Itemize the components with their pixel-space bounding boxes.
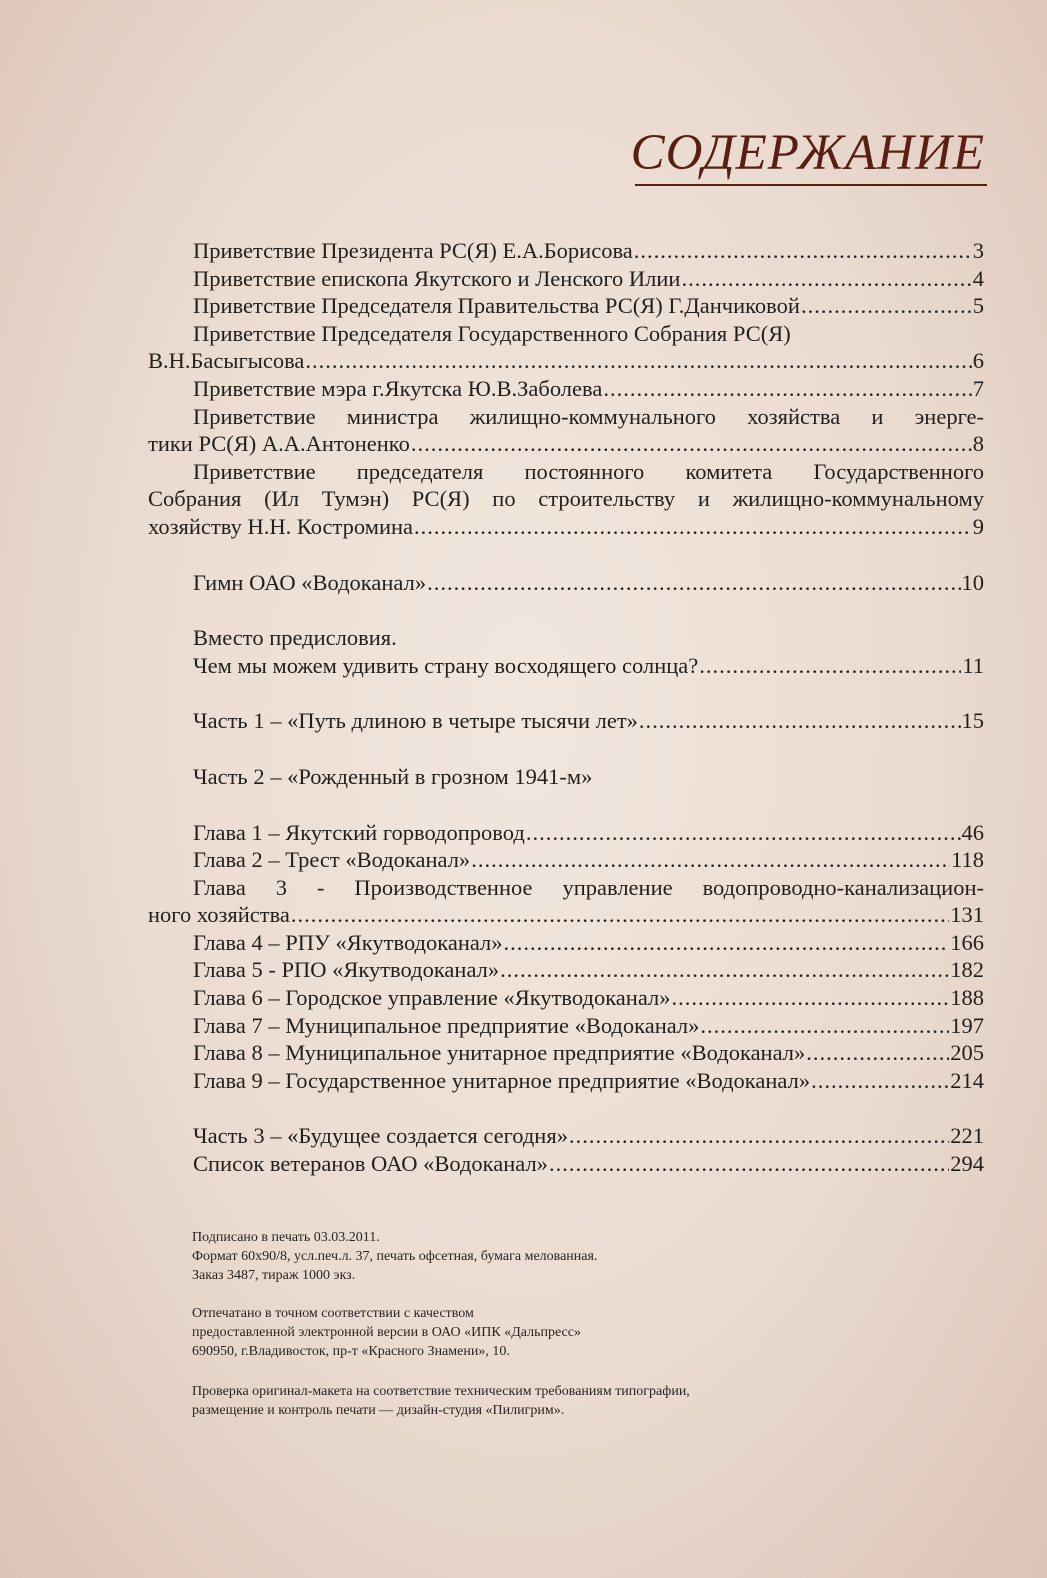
toc-entry (148, 901, 984, 929)
toc-leader-dots (305, 347, 971, 375)
toc-entry-page: 9 (972, 513, 984, 539)
toc-entry-page: 7 (972, 375, 984, 401)
toc-entry (148, 237, 984, 265)
toc-entry (148, 846, 984, 874)
toc-leader-dots (569, 1122, 949, 1150)
toc-entry-page: 221 (950, 1123, 984, 1149)
toc-leader-dots (806, 1039, 949, 1067)
spacer (148, 541, 984, 569)
toc-entry-page: 15 (961, 708, 984, 734)
toc-entry-page: 10 (961, 569, 984, 595)
toc-section-heading: Часть 2 – «Рожденный в грозном 1941-м» (193, 763, 593, 789)
toc-entry (148, 1067, 984, 1095)
toc-entry (148, 819, 984, 847)
toc-entry-page: 188 (950, 985, 984, 1011)
imprint-line: Отпечатано в точном соответствии с качеством (192, 1306, 474, 1321)
toc-entry (148, 513, 984, 541)
toc-entry-line: Приветствие председателя постоянного комитета Государственного (193, 458, 984, 484)
toc-leader-dots (700, 1012, 949, 1040)
toc-entry-title: Глава 5 - РПО «Якутводоканал» (193, 957, 500, 983)
spacer (148, 1094, 984, 1122)
spacer (148, 596, 984, 624)
toc-entry-title: Приветствие Председателя Правительства РС(Я) Г.Данчиковой (193, 293, 800, 319)
toc-leader-dots (811, 1067, 949, 1095)
toc-leader-dots (411, 430, 972, 458)
toc-entry-title: Приветствие Президента РС(Я) Е.А.Борисова (193, 238, 633, 263)
table-of-contents (148, 237, 984, 1178)
toc-entry-title: хозяйству Н.Н. Костромина (148, 513, 414, 539)
toc-leader-dots (603, 375, 971, 403)
toc-leader-dots (427, 569, 960, 597)
toc-entry-page: 205 (950, 1040, 984, 1066)
spacer (148, 735, 984, 763)
toc-entry-line: Приветствие Председателя Государственного Собрания РС(Я) (193, 320, 791, 346)
toc-entry-title: Глава 1 – Якутский горводопровод (193, 819, 525, 845)
toc-entry-page: 5 (972, 293, 984, 319)
toc-leader-dots (634, 237, 972, 265)
imprint-line: Заказ 3487, тираж 1000 экз. (192, 1268, 356, 1283)
toc-entry-page: 182 (950, 957, 984, 983)
toc-leader-dots (681, 265, 971, 293)
toc-entry (148, 1039, 984, 1067)
toc-entry-line: Приветствие министра жилищно-коммунального хозяйства и энерге- (193, 403, 984, 429)
toc-entry-line: Глава 3 - Производственное управление водопроводно-канализацион- (193, 874, 984, 900)
imprint-line: 690950, г.Владивосток, пр-т «Красного Знамени», 10. (192, 1344, 510, 1359)
toc-entry-title: В.Н.Басыгысова (148, 348, 305, 374)
toc-entry-page: 46 (961, 819, 984, 845)
toc-entry (148, 1122, 984, 1150)
spacer (148, 791, 984, 819)
toc-entry-line: Вместо предисловия. (193, 625, 397, 651)
toc-entry-title: Чем мы можем удивить страну восходящего солнца? (193, 652, 699, 678)
imprint-line: Подписано в печать 03.03.2011. (192, 1230, 380, 1245)
toc-entry-title: Часть 3 – «Будущее создается сегодня» (193, 1123, 568, 1149)
toc-entry-title: Приветствие мэра г.Якутска Ю.В.Заболева (193, 375, 603, 401)
toc-leader-dots (699, 652, 961, 680)
title-underline (635, 184, 987, 186)
toc-entry-page: 131 (950, 902, 984, 928)
toc-entry-title: тики РС(Я) А.А.Антоненко (148, 431, 410, 457)
toc-leader-dots (801, 292, 972, 320)
toc-entry (148, 375, 984, 403)
toc-entry-page: 214 (950, 1067, 984, 1093)
toc-entry-title: Глава 4 – РПУ «Якутводоканал» (193, 929, 503, 955)
toc-entry (148, 956, 984, 984)
toc-leader-dots (526, 819, 961, 847)
toc-entry-page: 11 (962, 652, 984, 678)
toc-entry (148, 347, 984, 375)
toc-entry (148, 430, 984, 458)
imprint-line: предоставленной электронной версии в ОАО «ИПК «Дальпресс» (192, 1325, 581, 1340)
toc-entry (148, 1150, 984, 1178)
toc-entry-line: Собрания (Ил Тумэн) РС(Я) по строительству и жилищно-коммунальному (148, 486, 984, 512)
toc-entry-title: Глава 7 – Муниципальное предприятие «Водоканал» (193, 1012, 700, 1038)
imprint-line: Формат 60х90/8, усл.печ.л. 37, печать офсетная, бумага мелованная. (192, 1249, 598, 1264)
toc-entry (148, 929, 984, 957)
spacer (148, 679, 984, 707)
toc-leader-dots (414, 513, 972, 541)
toc-entry-page: 3 (972, 238, 984, 263)
toc-entry-page: 118 (951, 847, 984, 873)
imprint-print-details (192, 1228, 597, 1285)
toc-entry (148, 292, 984, 320)
toc-entry-title: Приветствие епископа Якутского и Ленского Илии (193, 265, 681, 291)
toc-entry (148, 984, 984, 1012)
imprint-line: Проверка оригинал-макета на соответствие техническим требованиям типографии, (192, 1384, 690, 1399)
toc-entry-title: Глава 8 – Муниципальное унитарное предприятие «Водоканал» (193, 1040, 806, 1066)
toc-entry-title: Часть 1 – «Путь длиною в четыре тысячи лет» (193, 708, 638, 734)
page-title: СОДЕРЖАНИЕ (630, 125, 985, 181)
toc-entry-title: Гимн ОАО «Водоканал» (193, 569, 427, 595)
toc-leader-dots (671, 984, 949, 1012)
imprint-design-details (192, 1382, 690, 1420)
toc-leader-dots (500, 956, 949, 984)
toc-entry (148, 652, 984, 680)
toc-entry (148, 569, 984, 597)
imprint-printer-details (192, 1304, 581, 1361)
toc-entry (148, 707, 984, 735)
toc-entry-title: Глава 9 – Государственное унитарное предприятие «Водоканал» (193, 1067, 811, 1093)
toc-entry-page: 166 (950, 929, 984, 955)
toc-leader-dots (549, 1150, 949, 1178)
toc-entry-page: 4 (972, 265, 984, 291)
toc-entry-page: 294 (950, 1151, 984, 1177)
toc-entry (148, 265, 984, 293)
toc-entry (148, 1012, 984, 1040)
toc-entry-page: 197 (950, 1012, 984, 1038)
imprint-line: размещение и контроль печати — дизайн-студия «Пилигрим». (192, 1403, 565, 1418)
toc-entry-title: Глава 6 – Городское управление «Якутводоканал» (193, 985, 671, 1011)
toc-leader-dots (471, 846, 950, 874)
toc-entry-title: Список ветеранов ОАО «Водоканал» (193, 1151, 548, 1177)
toc-entry-title: Глава 2 – Трест «Водоканал» (193, 847, 471, 873)
toc-leader-dots (639, 707, 961, 735)
toc-entry-page: 8 (972, 431, 984, 457)
toc-entry-page: 6 (972, 348, 984, 374)
toc-leader-dots (504, 929, 950, 957)
toc-entry-title: ного хозяйства (148, 902, 290, 928)
toc-leader-dots (291, 901, 949, 929)
